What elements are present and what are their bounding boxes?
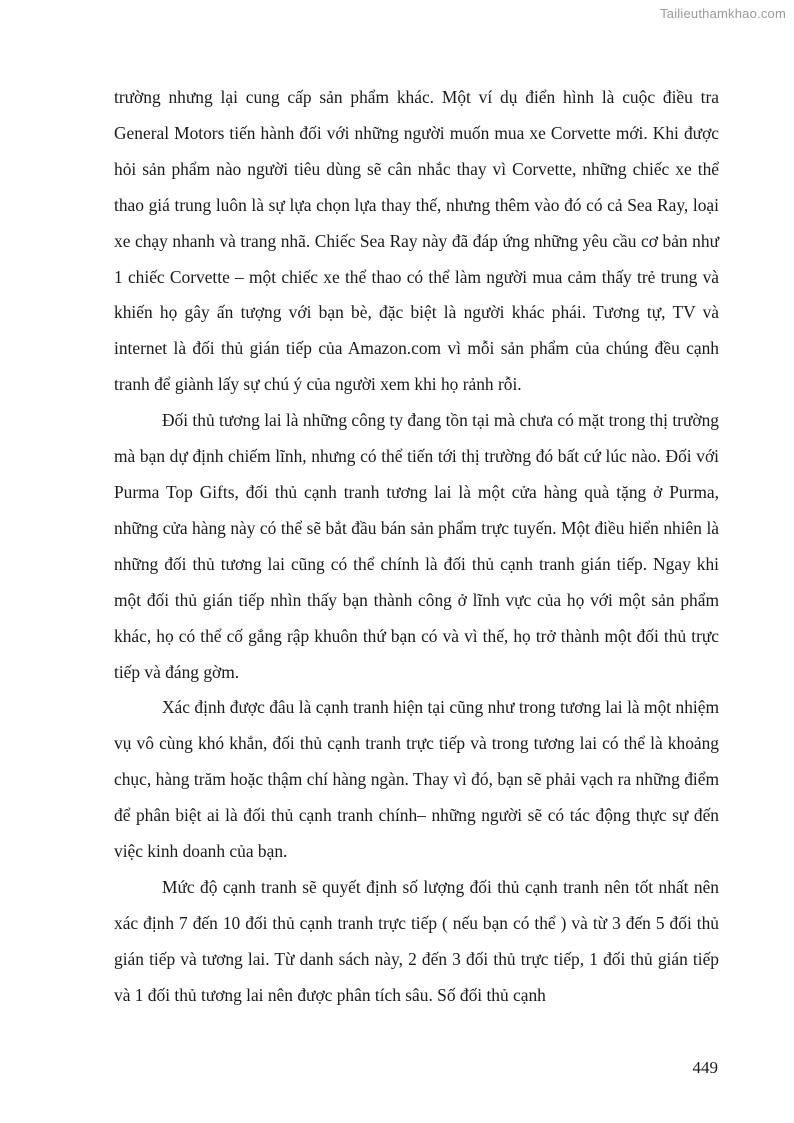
paragraph-identify-competition: Xác định được đâu là cạnh tranh hiện tại cũng như trong tương lai là một nhiệm vụ vô cùng khó khắn, đối thủ cạnh tranh trực tiếp và trong tương lai có thể là khoảng chục, hàng trăm hoặc thậm chí hàng ngàn. Thay vì đó, bạn sẽ phải vạch ra những điểm để phân biệt ai là đối thủ cạnh tranh chính– những người sẽ có tác động thực sự đến việc kinh doanh của bạn. (114, 697, 719, 862)
paragraph-continued: trường nhưng lại cung cấp sản phẩm khác. Một ví dụ điển hình là cuộc điều tra General Motors tiến hành đối với những người muốn mua xe Corvette mới. Khi được hỏi sản phẩm nào người tiêu dùng sẽ cân nhắc thay vì Corvette, những chiếc xe thể thao giá trung luôn là sự lựa chọn lựa thay thế, nhưng thêm vào đó có cả Sea Ray, loại xe chạy nhanh và trang nhã. Chiếc Sea Ray này đã đáp ứng những yêu cầu cơ bản như 1 chiếc Corvette – một chiếc xe thể thao có thể làm người mua cảm thấy trẻ trung và khiến họ gây ấn tượng với bạn bè, đặc biệt là người khác phái. Tương tự, TV và internet là đối thủ gián tiếp của Amazon.com vì mỗi sản phẩm của chúng đều cạnh tranh để giành lấy sự chú ý của người xem khi họ rảnh rỗi. (114, 87, 719, 395)
watermark: Tailieuthamkhao.com (660, 6, 786, 21)
paragraph-competition-level: Mức độ cạnh tranh sẽ quyết định số lượng đối thủ cạnh tranh nên tốt nhất nên xác định 7 đến 10 đối thủ cạnh tranh trực tiếp ( nếu bạn có thể ) và từ 3 đến 5 đối thủ gián tiếp và tương lai. Từ danh sách này, 2 đến 3 đối thủ trực tiếp, 1 đối thủ gián tiếp và 1 đối thủ tương lai nên được phân tích sâu. Số đối thủ cạnh (114, 876, 719, 1005)
paragraph-future-competitors: Đối thủ tương lai là những công ty đang tồn tại mà chưa có mặt trong thị trường mà bạn dự định chiếm lĩnh, nhưng có thể tiến tới thị trường đó bất cứ lúc nào. Đối với Purma Top Gifts, đối thủ cạnh tranh tương lai là một cửa hàng quà tặng ở Purma, những cửa hàng này có thể sẽ bắt đầu bán sản phẩm trực tuyến. Một điều hiển nhiên là những đối thủ tương lai cũng có thể chính là đối thủ cạnh tranh gián tiếp. Ngay khi một đối thủ gián tiếp nhìn thấy bạn thành công ở lĩnh vực của họ với một sản phẩm khác, họ có thể cố gắng rập khuôn thứ bạn có và vì thế, họ trở thành một đối thủ trực tiếp và đáng gờm. (114, 410, 719, 682)
page-number: 449 (692, 1058, 718, 1077)
page-body (114, 80, 719, 1014)
